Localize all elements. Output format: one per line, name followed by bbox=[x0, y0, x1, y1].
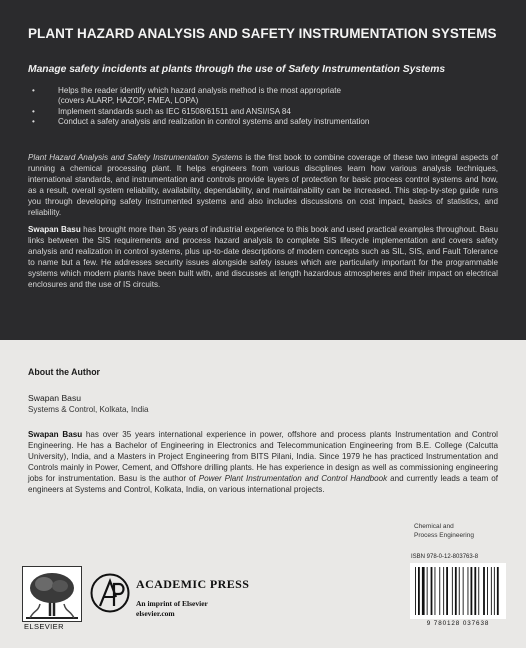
publisher-name: ACADEMIC PRESS bbox=[136, 577, 250, 591]
paragraph-text: is the first book to combine coverage of these two integral aspects of running a chemical processing plant. It helps engineers from various disciplines learn how various analysis techniques, international standards, and instrumentation and controls provide layers of protection for basic process control systems and how, as a result, overall system reliability, availability, dependability, and maintainability can be increased. This step-by-step guide runs you through developing safety instrumented systems and also includes discussions on cost impact, basics of statistics, and reliability. bbox=[28, 153, 498, 217]
description-paragraph-2 bbox=[28, 224, 498, 290]
bullet-dot-icon: • bbox=[32, 106, 35, 116]
book-title: PLANT HAZARD ANALYSIS AND SAFETY INSTRUMENTATION SYSTEMS bbox=[28, 26, 497, 41]
author-bio bbox=[28, 429, 498, 495]
bullet-item bbox=[28, 117, 498, 127]
bullet-text: Conduct a safety analysis and realization in control systems and safety instrumentation bbox=[58, 117, 370, 127]
bio-book-title: Power Plant Instrumentation and Control Handbook bbox=[198, 474, 388, 483]
bullet-item bbox=[28, 86, 498, 107]
bullet-text: Helps the reader identify which hazard analysis method is the most appropriate bbox=[58, 86, 341, 95]
bullet-text-continued: (covers ALARP, HAZOP, FMEA, LOPA) bbox=[58, 96, 199, 106]
category-line: Chemical and bbox=[414, 523, 454, 530]
bullet-dot-icon: • bbox=[32, 86, 35, 95]
barcode-number: 9 780128 037638 bbox=[426, 620, 490, 627]
bio-text: and currently leads a team of engineers at Systems and Control, Kolkata, India, on various international projects. bbox=[28, 474, 498, 494]
book-subtitle: Manage safety incidents at plants through the use of Safety Instrumentation Systems bbox=[28, 64, 446, 75]
isbn-barcode bbox=[410, 563, 506, 619]
feature-bullets bbox=[28, 86, 498, 128]
publisher-url: elsevier.com bbox=[136, 609, 175, 618]
author-name: Swapan Basu bbox=[28, 393, 82, 403]
author-affiliation: Systems & Control, Kolkata, India bbox=[28, 405, 149, 414]
author-name-reference: Swapan Basu bbox=[28, 225, 81, 234]
category-line: Process Engineering bbox=[414, 531, 474, 539]
paragraph-text: has brought more than 35 years of industrial experience to this book and used practical examples throughout. Basu links between the SIS requirements and process hazard analysis to complete SIS lifecycle implementation and covers safety analysis and realization in control systems, plus up-to-date descriptions of modern concepts such as SIL, SIS, and Fault Tolerance to name but a few. He addresses security issues alongside safety issues which are particularly important for the programmable systems which modern plants have been built with, and discusses at length hazardous atmospheres and their impact on electrical enclosures and the use of IS circuits. bbox=[28, 225, 498, 289]
publisher-imprint: An imprint of Elsevier bbox=[136, 599, 208, 608]
book-title-reference: Plant Hazard Analysis and Safety Instrumentation Systems bbox=[28, 153, 243, 162]
description-paragraph-1 bbox=[28, 152, 498, 218]
about-author-heading: About the Author bbox=[28, 367, 100, 377]
elsevier-wordmark: ELSEVIER bbox=[24, 622, 64, 631]
bio-author-name: Swapan Basu bbox=[28, 430, 83, 439]
isbn-label: ISBN 978-0-12-803763-8 bbox=[411, 554, 479, 560]
academic-press-ap-logo bbox=[90, 572, 130, 614]
bio-text: has over 35 years international experience in power, offshore and process plants Instrumentation and Control Engineering. He has a Bachelor of Engineering in Electronics and Telecommunication Engineering from B.E. College (Calcutta University), India, and a Masters in Project Engineering from BITS Pilani, India. Since 1979 he has practiced Instrumentation and Controls mainly in Power, Cement, and Offshore drilling plants. He has experience in design as well as commissioning engineering jobs for instrumentation. Basu is the author of bbox=[28, 430, 498, 483]
subject-category bbox=[414, 523, 504, 540]
bullet-dot-icon: • bbox=[32, 117, 35, 127]
elsevier-tree-logo bbox=[22, 566, 82, 622]
bullet-text: Implement standards such as IEC 61508/61511 and ANSI/ISA 84 bbox=[58, 106, 291, 116]
bullet-item bbox=[28, 107, 498, 117]
